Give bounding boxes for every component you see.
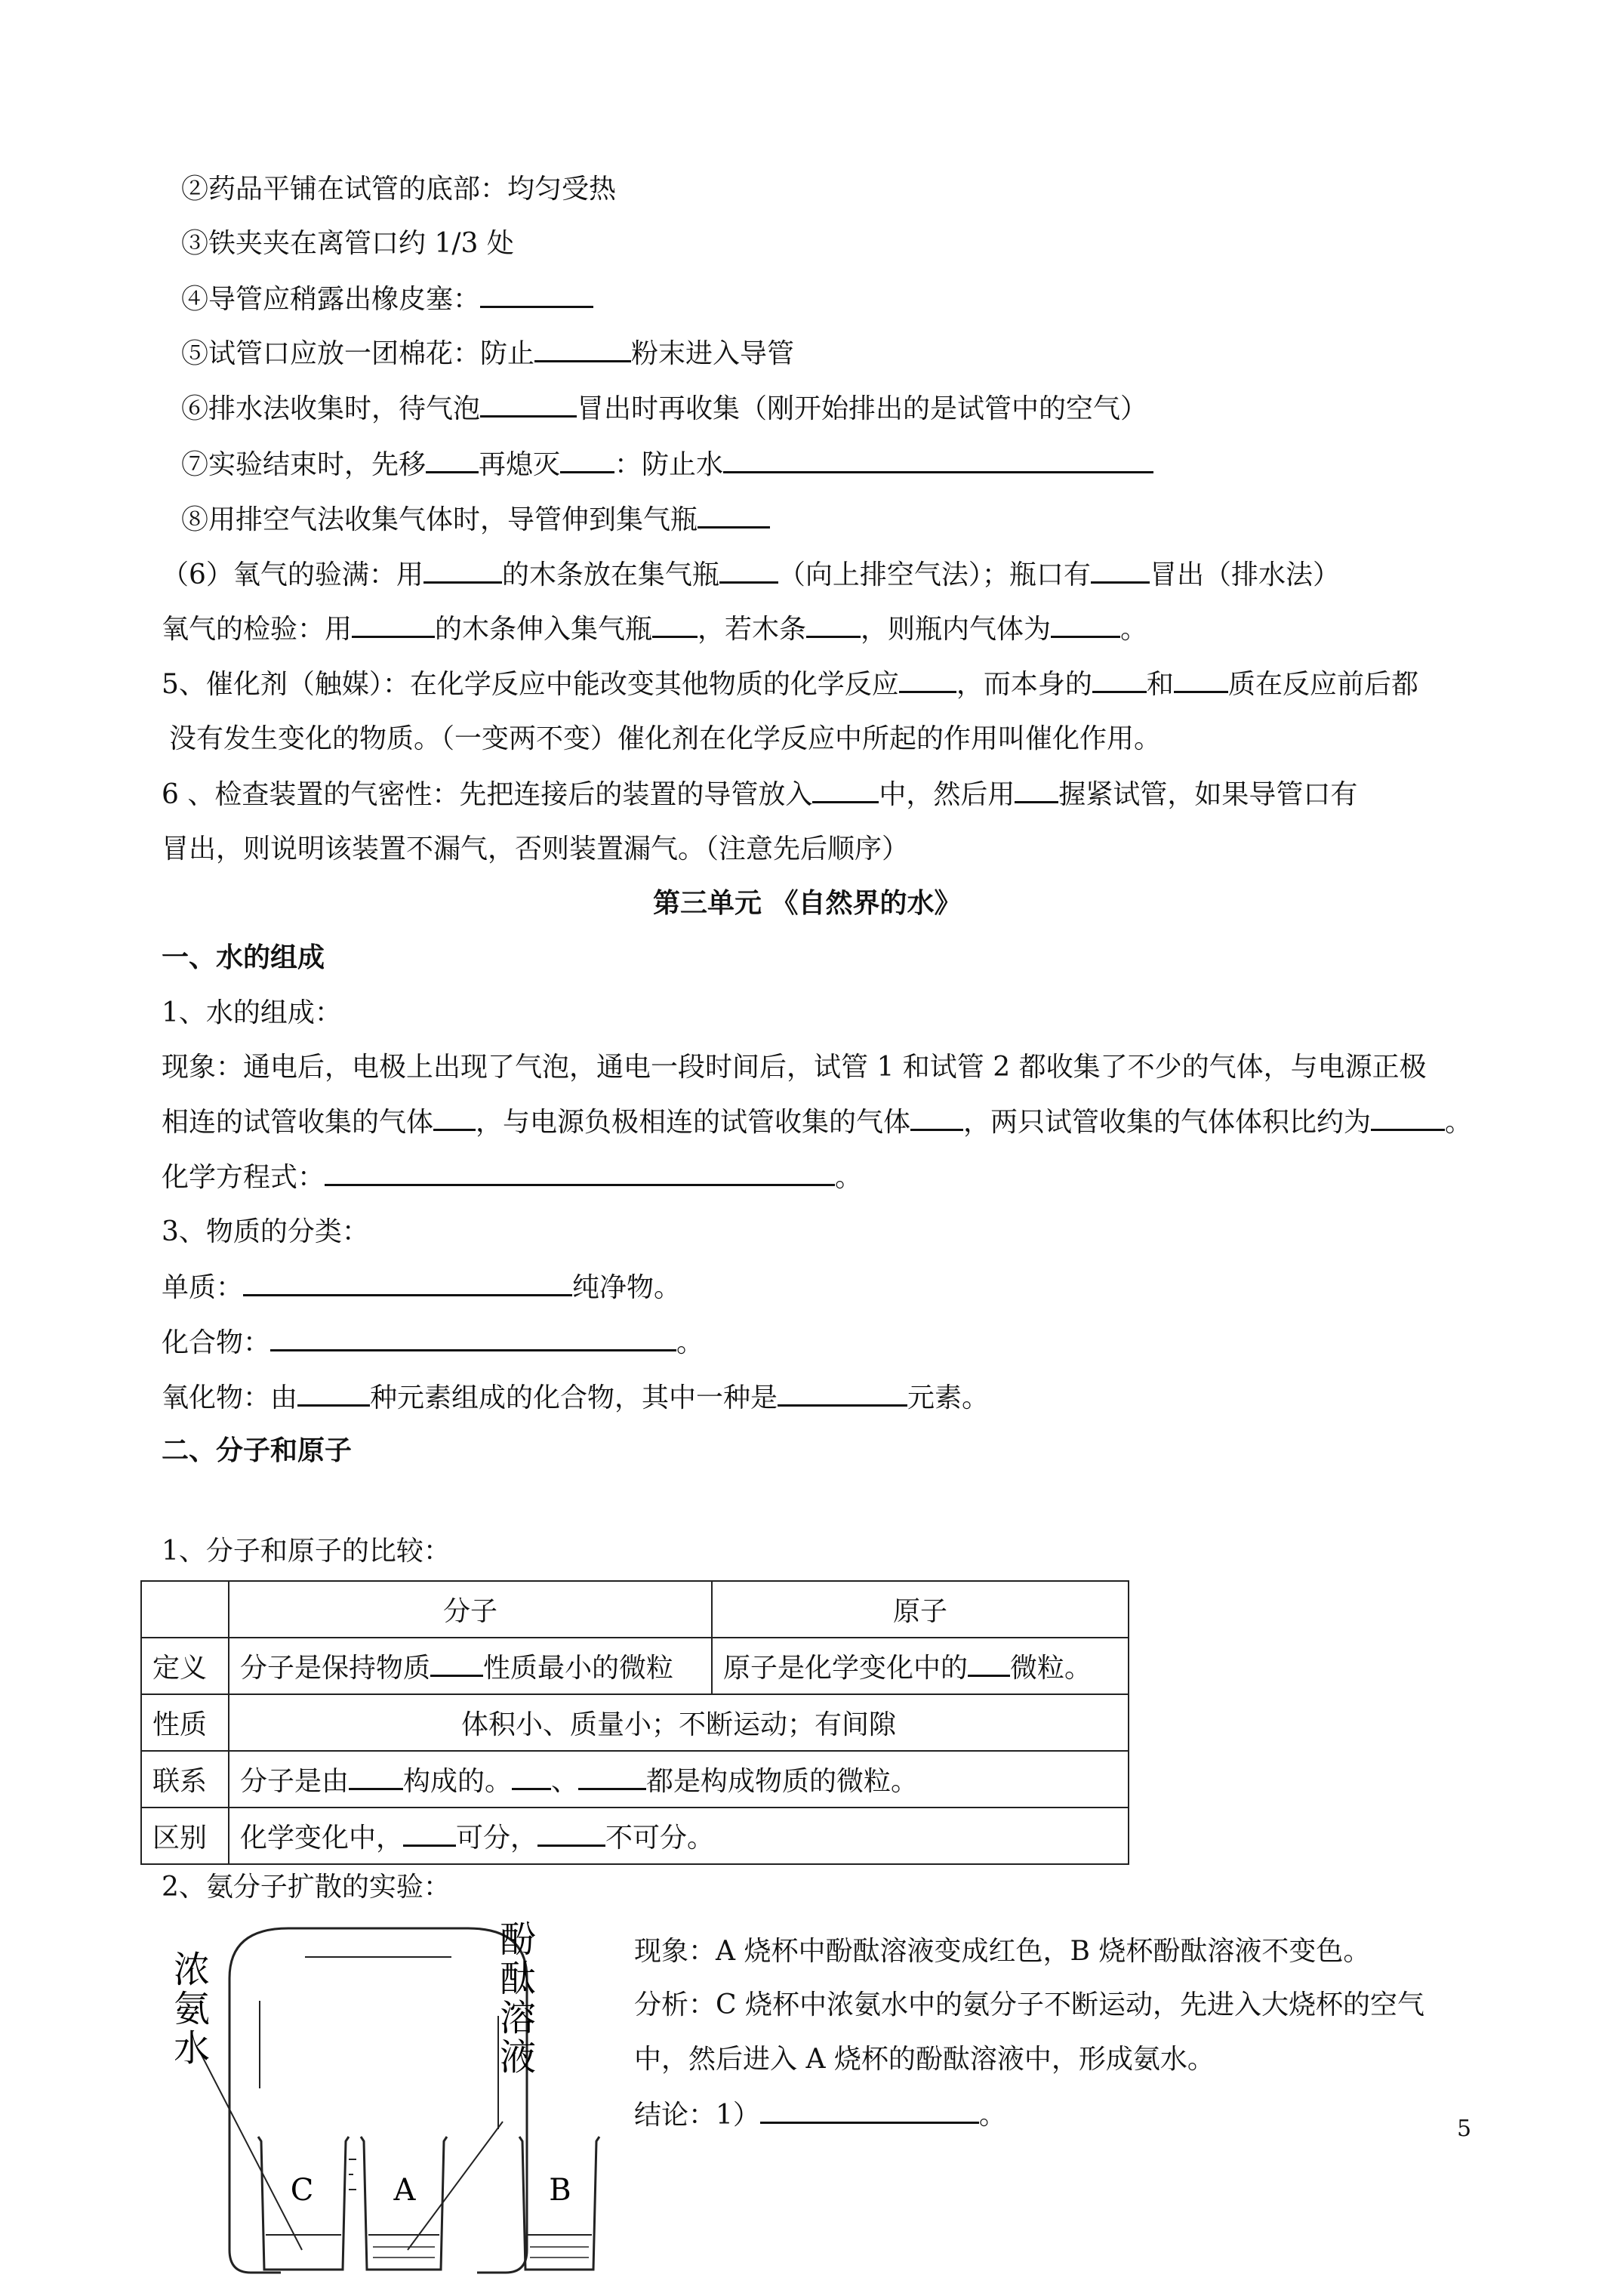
table-cell: 原子是化学变化中的 微粒。 <box>712 1638 1129 1694</box>
fill-blank <box>719 559 778 584</box>
label-concentrated-ammonia: 浓 氨 水 <box>175 1949 211 2069</box>
text-line: 1、水的组成： <box>162 997 342 1028</box>
text-line: 单质： 纯净物。 <box>162 1272 682 1303</box>
text-line: 现象：通电后，电极上出现了气泡，通电一段时间后，试管 1 和试管 2 都收集了不少的气体，与电源正极 <box>162 1052 1427 1083</box>
fill-blank <box>1092 668 1147 693</box>
fill-blank <box>1174 668 1228 693</box>
fill-blank <box>534 337 631 362</box>
text-line: 化学方程式： 。 <box>162 1162 863 1193</box>
fill-blank <box>270 1327 676 1351</box>
fill-blank <box>652 613 698 638</box>
fill-blank <box>537 1822 605 1847</box>
fill-blank <box>1051 613 1120 638</box>
fill-blank <box>403 1822 456 1847</box>
table-row <box>141 1751 1129 1808</box>
fill-blank <box>968 1652 1010 1677</box>
text-line: 3、物质的分类： <box>162 1216 369 1247</box>
text-line: ②药品平铺在试管的底部：均匀受热 <box>181 174 617 205</box>
fill-blank <box>243 1271 572 1296</box>
fill-blank <box>325 1161 835 1186</box>
fill-blank <box>778 1382 907 1407</box>
fill-blank <box>426 448 479 473</box>
section-heading: 一、水的组成 <box>162 942 325 973</box>
text-line: ③铁夹夹在离管口约 1/3 处 <box>181 228 514 259</box>
text-line: 现象：A 烧杯中酚酞溶液变成红色，B 烧杯酚酞溶液不变色。 <box>634 1936 1371 1967</box>
beaker-label-a: A <box>393 2173 416 2208</box>
text-line: ⑤试管口应放一团棉花：防止 粉末进入导管 <box>181 338 795 369</box>
table-row <box>141 1694 1129 1751</box>
fill-blank <box>812 778 879 803</box>
text-line: 氧化物：由 种元素组成的化合物，其中一种是 元素。 <box>162 1382 990 1413</box>
text-line: ⑧用排空气法收集气体时，导管伸到集气瓶 <box>181 504 770 537</box>
fill-blank <box>423 559 502 584</box>
unit-title: 第三单元 《自然界的水》 <box>653 888 962 919</box>
fill-blank <box>297 1382 370 1407</box>
fill-blank <box>1371 1106 1445 1131</box>
table-cell: 分子是保持物质 性质最小的微粒 <box>229 1638 712 1694</box>
diagram-svg <box>175 1910 613 2288</box>
table-cell: 分子是由 构成的。 、 都是构成物质的微粒。 <box>229 1751 1129 1808</box>
text-line: 冒出，则说明该装置不漏气，否则装置漏气。（注意先后顺序） <box>162 834 910 864</box>
label-phenolphthalein: 酚 酞 溶 液 <box>500 1918 537 2079</box>
fill-blank <box>352 613 435 638</box>
ammonia-diffusion-diagram <box>175 1910 613 2291</box>
text-line: 6 、检查装置的气密性：先把连接后的装置的导管放入 中，然后用 握紧试管，如果导管口有 <box>162 779 1358 810</box>
text-line: 2、氨分子扩散的实验： <box>162 1872 451 1903</box>
table-header-row <box>141 1581 1129 1638</box>
fill-blank <box>480 393 577 418</box>
table-row <box>141 1638 1129 1694</box>
text-line: 中，然后进入 A 烧杯的酚酞溶液中，形成氨水。 <box>634 2044 1215 2075</box>
table-header-cell <box>141 1581 229 1638</box>
table-row <box>141 1808 1129 1864</box>
fill-blank <box>349 1765 403 1790</box>
fill-blank <box>512 1765 551 1790</box>
fill-blank <box>433 1106 476 1131</box>
fill-blank <box>430 1652 483 1677</box>
page-number: 5 <box>1457 2116 1472 2142</box>
beaker-label-c: C <box>290 2173 314 2208</box>
text-line: （6）氧气的验满：用 的木条放在集气瓶 （向上排空气法）；瓶口有 冒出（排水法） <box>162 559 1340 590</box>
text-line: 相连的试管收集的气体 ，与电源负极相连的试管收集的气体 ，两只试管收集的气体体积比约为 。 <box>162 1107 1473 1138</box>
comparison-table <box>140 1580 1129 1865</box>
text-line: 化合物： 。 <box>162 1327 704 1358</box>
fill-blank <box>760 2099 979 2124</box>
row-label: 区别 <box>141 1808 229 1864</box>
text-line: 没有发生变化的物质。（一变两不变）催化剂在化学反应中所起的作用叫催化作用。 <box>169 723 1162 754</box>
row-label: 定义 <box>141 1638 229 1694</box>
text-line: 氧气的检验：用 的木条伸入集气瓶 ，若木条 ，则瓶内气体为 。 <box>162 614 1148 645</box>
text-line: ⑥排水法收集时，待气泡 冒出时再收集（刚开始排出的是试管中的空气） <box>181 393 1148 424</box>
row-label: 联系 <box>141 1751 229 1808</box>
fill-blank <box>698 504 770 529</box>
table-header-cell: 原子 <box>712 1581 1129 1638</box>
fill-blank <box>1091 559 1150 584</box>
table-cell: 化学变化中， 可分， 不可分。 <box>229 1808 1129 1864</box>
fill-blank <box>1015 778 1058 803</box>
text-line: 结论：1） 。 <box>634 2100 1006 2131</box>
fill-blank <box>560 448 614 473</box>
text-line: 1、分子和原子的比较： <box>162 1536 451 1567</box>
section-heading: 二、分子和原子 <box>162 1435 353 1466</box>
row-label: 性质 <box>141 1694 229 1751</box>
text-line: ④导管应稍露出橡皮塞： <box>181 283 593 316</box>
fill-blank <box>806 613 861 638</box>
fill-blank <box>480 283 593 308</box>
text-line: ⑦实验结束时，先移 再熄灭 ：防止水 <box>181 448 1153 482</box>
fill-blank <box>723 448 1153 473</box>
beaker-label-b: B <box>549 2173 571 2208</box>
text-line: 分析：C 烧杯中浓氨水中的氨分子不断运动，先进入大烧杯的空气 <box>634 1989 1424 2020</box>
text-line: 5、催化剂（触媒）：在化学反应中能改变其他物质的化学反应 ，而本身的 和 质在反应前后都 <box>162 669 1418 700</box>
fill-blank <box>578 1765 646 1790</box>
table-header-cell: 分子 <box>229 1581 712 1638</box>
fill-blank <box>910 1106 963 1131</box>
table-cell: 体积小、质量小；不断运动；有间隙 <box>229 1694 1129 1751</box>
fill-blank <box>899 668 956 693</box>
